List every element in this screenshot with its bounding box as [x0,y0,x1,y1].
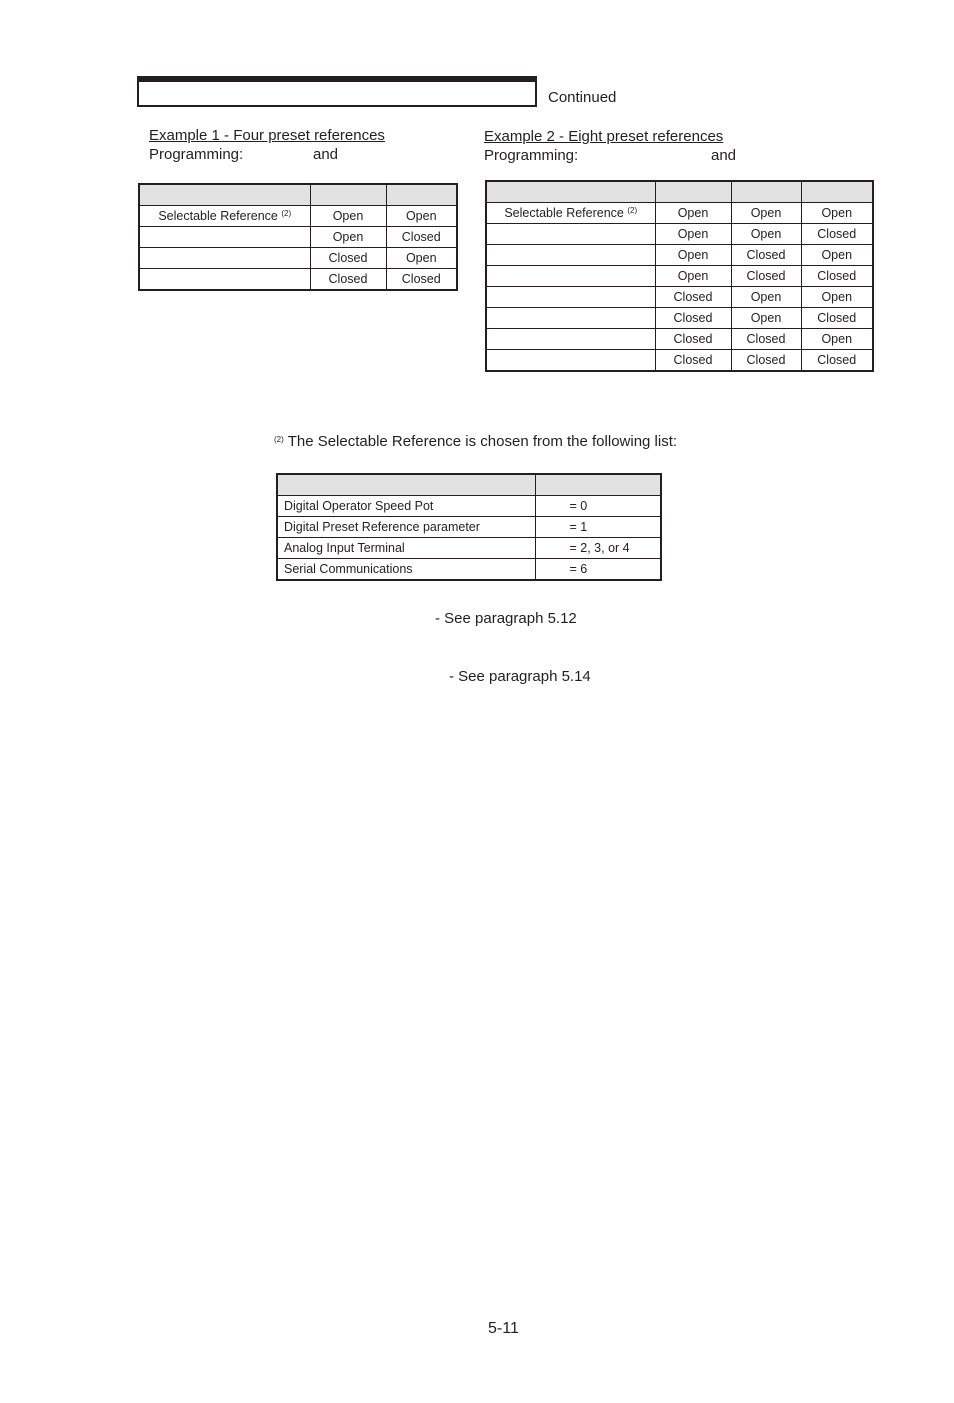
table-header-row [277,474,661,496]
continued-label: Continued [548,89,617,106]
table-row [139,248,457,269]
example1-programming-label: Programming: [149,146,244,163]
cell-text: Closed [328,251,368,265]
table-row [486,203,873,224]
row-label-cell [139,206,310,227]
state-cell [386,227,457,248]
state-cell [655,308,731,329]
cell-text: Closed [673,332,713,346]
see-paragraph-5-14: - See paragraph 5.14 [449,668,591,685]
cell-text: Closed [817,311,857,325]
cell-text: = 2, 3, or 4 [569,541,630,555]
row-label-cell [486,287,655,308]
row-label-cell [139,248,310,269]
cell-text: Open [750,311,782,325]
state-cell [535,517,661,538]
state-cell [655,329,731,350]
row-label-cell [486,245,655,266]
page-number: 5-11 [488,1320,519,1337]
state-cell [655,245,731,266]
footnote [274,430,694,451]
cell-text: Open [332,209,364,223]
example1-and-label: and [313,146,339,163]
state-cell [535,538,661,559]
cell-text: Analog Input Terminal [284,541,405,555]
cell-text: Open [821,248,853,262]
state-cell [310,248,386,269]
cell-text: Open [677,269,709,283]
cell-text: Open [677,206,709,220]
table-row [277,496,661,517]
row-label-cell [486,308,655,329]
cell-text: Closed [673,311,713,325]
state-cell [386,206,457,227]
row-label-cell [486,329,655,350]
footnote-ref-mark: (2) [627,206,638,215]
state-cell [310,269,386,291]
cell-text: Digital Operator Speed Pot [284,499,434,513]
footnote-mark: (2) [274,435,284,444]
state-cell [731,308,801,329]
table-row [486,266,873,287]
table-row [486,329,873,350]
cell-text: Open [821,332,853,346]
state-cell [801,350,873,372]
state-cell [731,245,801,266]
state-cell [731,203,801,224]
cell-text: Open [821,206,853,220]
state-cell [386,269,457,291]
cell-text: Open [332,230,364,244]
state-cell [655,350,731,372]
state-cell [801,224,873,245]
cell-text: Closed [401,272,441,286]
table-row [277,517,661,538]
footnote-text: The Selectable Reference is chosen from the following list: [287,433,678,450]
state-cell [801,266,873,287]
table-row [139,269,457,291]
cell-text: Open [750,227,782,241]
row-label-cell [277,538,535,559]
table-row [486,224,873,245]
row-label-cell [486,224,655,245]
row-label-cell [277,496,535,517]
row-label-cell [277,559,535,581]
cell-text: Open [405,209,437,223]
cell-text: Open [750,206,782,220]
state-cell [731,329,801,350]
cell-text: Closed [328,272,368,286]
table-row [486,245,873,266]
state-cell [731,350,801,372]
cell-text: Open [405,251,437,265]
row-label-cell [486,203,655,224]
table-row [139,206,457,227]
state-cell [310,227,386,248]
section-title-bar [137,76,537,107]
table-row [486,308,873,329]
state-cell [310,206,386,227]
state-cell [731,224,801,245]
cell-text: Closed [746,269,786,283]
table-header-row [139,184,457,206]
row-label-cell [139,227,310,248]
footnote-ref-mark: (2) [281,209,292,218]
see-paragraph-5-12: - See paragraph 5.12 [435,610,577,627]
state-cell [655,203,731,224]
cell-text: Open [677,227,709,241]
state-cell [535,559,661,581]
cell-text: Closed [817,269,857,283]
cell-text: Closed [401,230,441,244]
row-label-cell [486,350,655,372]
cell-text: Selectable Reference [504,206,624,220]
selectable-reference-table [276,473,662,581]
cell-text: = 0 [569,499,588,513]
example2-and-label: and [711,147,737,164]
state-cell [655,224,731,245]
state-cell [801,329,873,350]
table-row [139,227,457,248]
row-label-cell [277,517,535,538]
table-row [277,538,661,559]
cell-text: Selectable Reference [158,209,278,223]
cell-text: Closed [817,227,857,241]
cell-text: Closed [746,248,786,262]
state-cell [535,496,661,517]
state-cell [655,266,731,287]
example2-table [485,180,874,372]
table-row [486,287,873,308]
cell-text: Closed [673,353,713,367]
table-row [277,559,661,581]
example1-title: Example 1 - Four preset references [149,127,385,144]
cell-text: Closed [746,332,786,346]
state-cell [801,245,873,266]
cell-text: Serial Communications [284,562,413,576]
cell-text: Digital Preset Reference parameter [284,520,480,534]
state-cell [801,308,873,329]
cell-text: Closed [817,353,857,367]
cell-text: Open [677,248,709,262]
state-cell [386,248,457,269]
state-cell [731,287,801,308]
row-label-cell [486,266,655,287]
cell-text: = 6 [569,562,588,576]
table-header-row [486,181,873,203]
state-cell [801,203,873,224]
cell-text: Closed [746,353,786,367]
cell-text: Open [821,290,853,304]
state-cell [731,266,801,287]
state-cell [655,287,731,308]
table-row [486,350,873,372]
example2-programming-label: Programming: [484,147,579,164]
row-label-cell [139,269,310,291]
cell-text: Open [750,290,782,304]
state-cell [801,287,873,308]
example1-table [138,183,458,291]
example2-title: Example 2 - Eight preset references [484,128,724,145]
cell-text: = 1 [569,520,588,534]
cell-text: Closed [673,290,713,304]
